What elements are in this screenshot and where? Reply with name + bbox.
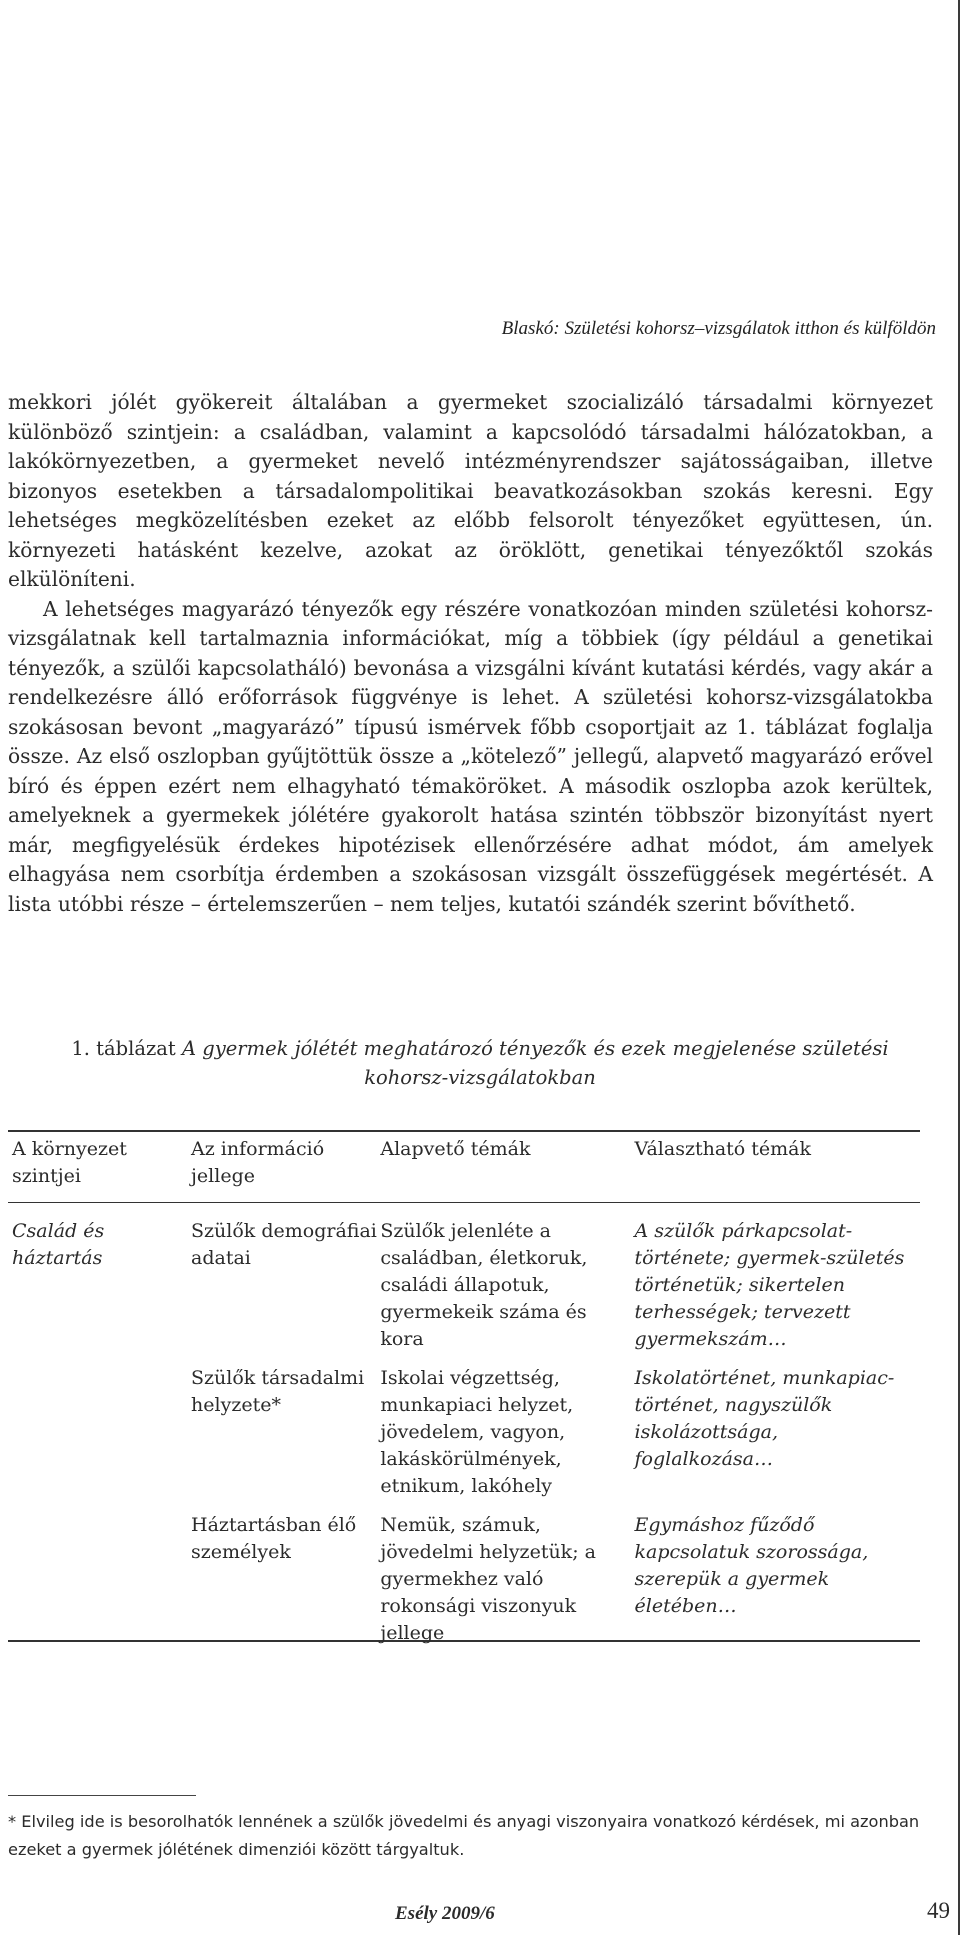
cell-optional: Iskolatörténet, munkapiac-történet, nagyszülők iskolázottsága, foglalkozása…	[634, 1367, 895, 1470]
footnote-rule	[8, 1795, 196, 1796]
paragraph-2: A lehetséges magyarázó tényezők egy részére vonatkozóan minden születési kohorsz-vizsgálatnak kell tartalmaznia információkat, míg a többiek (így például a genetikai tényezők, a szülői kapcsolatháló) bevonása a vizsgálni kívánt kutatási kérdés, vagy akár a rendelkezésre álló erőforrások függvénye is lehet. A születési kohorsz-vizsgálatokba szokásosan bevont „magyarázó” típusú ismérvek főbb csoportjait az 1. táblázat foglalja össze. Az első oszlopban gyűjtöttük össze a „kötelező” jellegű, alapvető magyarázó erővel bíró és éppen ezért nem elhagyható témaköröket. A második oszlopba azok kerültek, amelyeknek a gyermekek jólétére gyakorolt hatása szintén többször bizonyítást nyert már, megfigyelésük érdekes hipotézisek ellenőrzésére adhat módot, ám amelyek elhagyása nem csorbítja érdemben a szokásosan vizsgált összefüggések megértését. A lista utóbbi része – értelemszerűen – nem teljes, kutatói szándék szerint bővíthető.	[8, 596, 933, 916]
header-levels: A környezet szintjei	[12, 1138, 127, 1187]
header-basic-topics: Alapvető témák	[380, 1138, 531, 1160]
footnote: * Elvileg ide is besorolhatók lennének a szülők jövedelmi és anyagi viszonyaira vonatkozó kérdések, mi azonban ezeket a gyermek jólétének dimenziói között tárgyaltuk.	[8, 1812, 920, 1859]
table-row	[8, 1365, 920, 1512]
cell-optional: A szülők párkapcsolat-története; gyermek-születés történetük; sikertelen terhességek; tervezett gyermekszám…	[634, 1220, 905, 1350]
cell-info: Háztartásban élő személyek	[191, 1514, 357, 1563]
factors-table	[8, 1136, 920, 1647]
cell-info: Szülők demográfiai adatai	[191, 1220, 377, 1269]
cell-info: Szülők társadalmi helyzete*	[191, 1367, 365, 1416]
cell-level: Család és háztartás	[12, 1220, 105, 1269]
table-top-rule	[8, 1130, 920, 1132]
table-caption	[40, 1034, 920, 1092]
table-header-row	[8, 1136, 920, 1204]
body-text	[8, 388, 933, 919]
cell-level	[8, 1365, 191, 1512]
paragraph-1: mekkori jólét gyökereit általában a gyermeket szocializáló társadalmi környezet különböző szintjein: a családban, valamint a kapcsolódó társadalmi hálózatokban, a lakókörnyezetben, a gyermeket nevelő intézményrendszer sajátosságaiban, illetve bizonyos esetekben a társadalompolitikai beavatkozásokban szokás keresni. Egy lehetséges megközelítésben ezeket az előbb felsorolt tényezőket együttesen, ún. környezeti hatásként kezelve, azokat az öröklött, genetikai tényezőktől szokás elkülöníteni.	[8, 390, 933, 591]
table-caption-number: 1. táblázat	[71, 1037, 176, 1060]
table-row	[8, 1204, 920, 1365]
cell-basic: Nemük, számuk, jövedelmi helyzetük; a gyermekhez való rokonsági viszonyuk jellege	[380, 1514, 596, 1644]
cell-basic: Szülők jelenléte a családban, életkoruk, családi állapotuk, gyermekeik száma és kora	[380, 1220, 588, 1350]
running-head: Blaskó: Születési kohorsz–vizsgálatok itthon és külföldön	[501, 318, 936, 339]
table-caption-title: A gyermek jólétét meghatározó tényezők és ezek megjelenése születési kohorsz-vizsgálatokban	[181, 1037, 889, 1089]
cell-basic: Iskolai végzettség, munkapiaci helyzet, jövedelem, vagyon, lakáskörülmények, etnikum, lakóhely	[380, 1367, 574, 1497]
header-info-type: Az információ jellege	[191, 1138, 325, 1187]
journal-footer: Esély 2009/6	[395, 1903, 495, 1924]
header-optional-topics: Választható témák	[634, 1138, 812, 1160]
cell-optional: Egymáshoz fűződő kapcsolatuk szorossága, szerepük a gyermek életében…	[634, 1514, 869, 1617]
page-number: 49	[927, 1898, 950, 1923]
cell-level	[8, 1512, 191, 1647]
table-row	[8, 1512, 920, 1647]
